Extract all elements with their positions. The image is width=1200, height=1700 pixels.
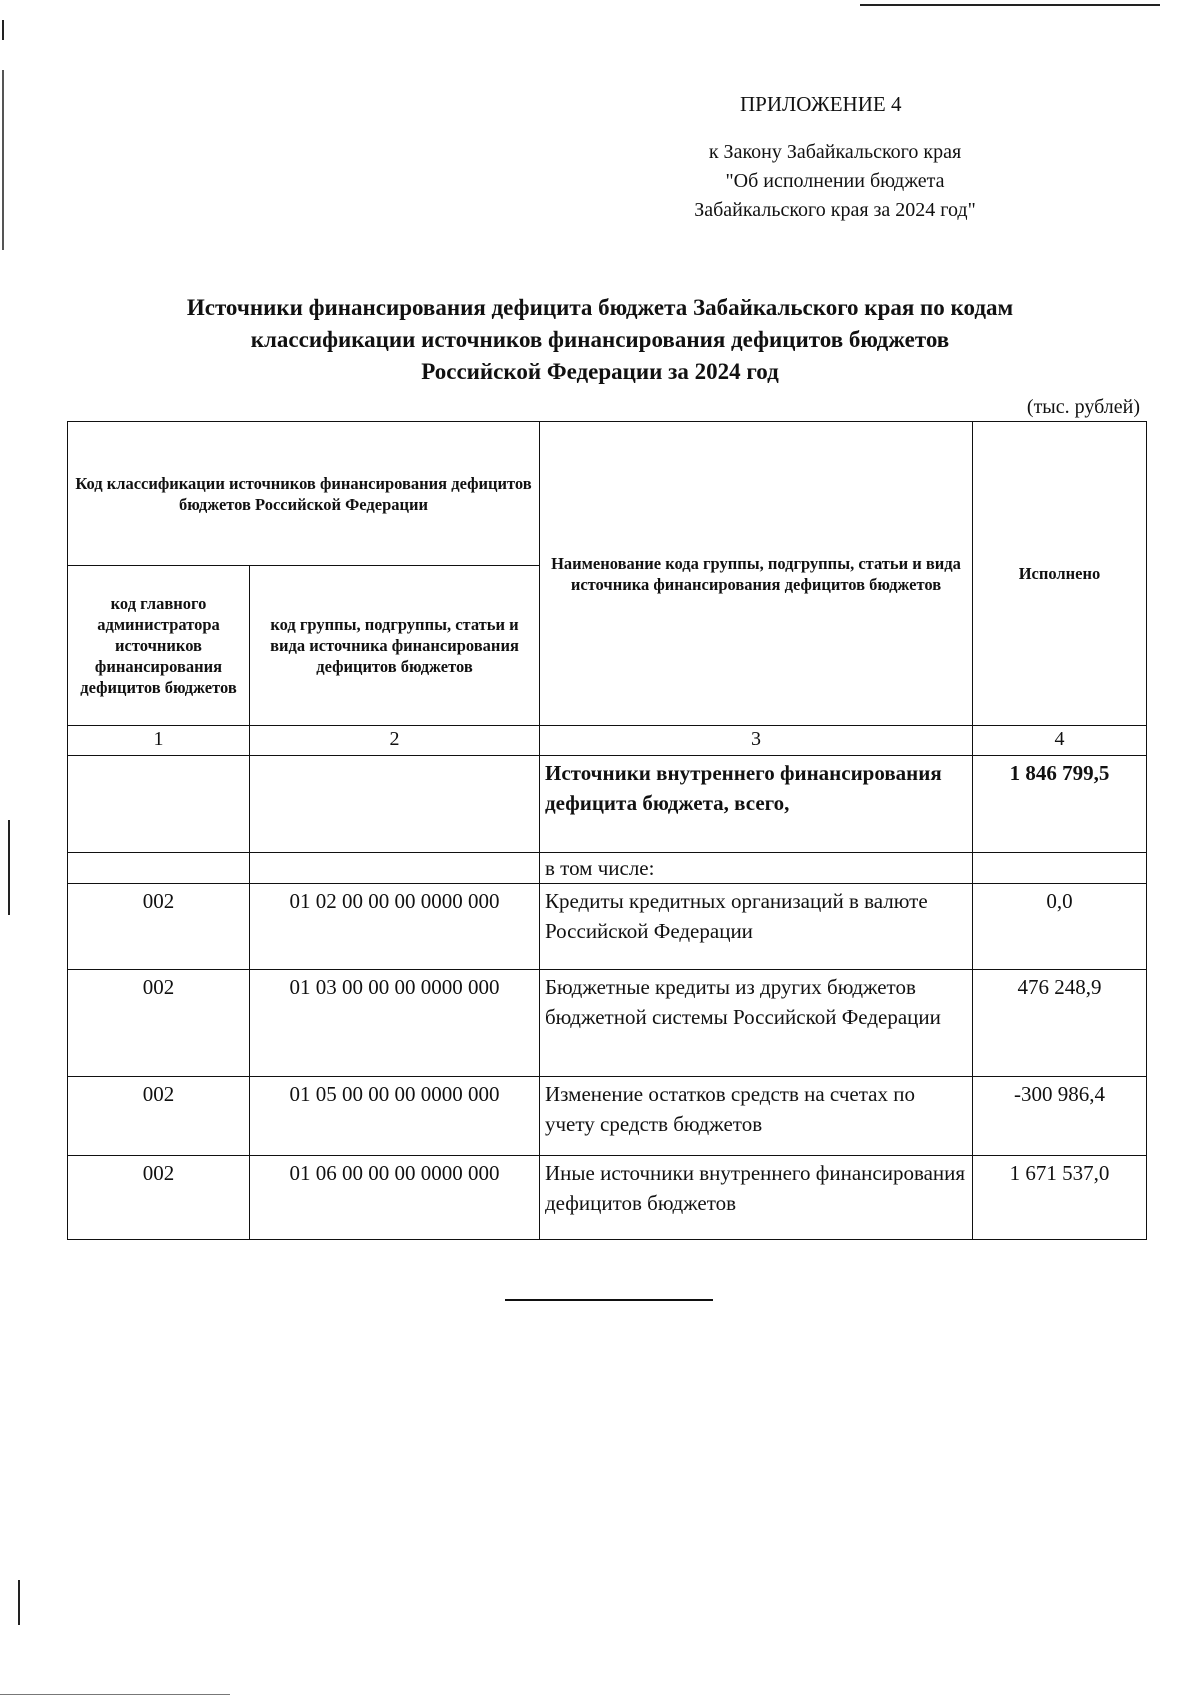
header-name: Наименование кода группы, подгруппы, статьи и вида источника финансирования дефицитов бюджетов xyxy=(540,422,973,726)
table-row-total xyxy=(68,756,1147,853)
group-code-cell: 01 06 00 00 00 0000 000 xyxy=(250,1156,540,1240)
scan-artifact-line xyxy=(860,4,1160,6)
name-cell: Изменение остатков средств на счетах по учету средств бюджетов xyxy=(540,1077,973,1156)
header-executed: Исполнено xyxy=(973,422,1147,726)
law-reference-line: "Об исполнении бюджета xyxy=(725,170,945,192)
value-cell: -300 986,4 xyxy=(973,1077,1147,1156)
admin-code-cell: 002 xyxy=(68,1077,250,1156)
admin-code-cell xyxy=(68,853,250,884)
name-cell: Иные источники внутреннего финансирования дефицитов бюджетов xyxy=(540,1156,973,1240)
law-reference-line: Забайкальского края за 2024 год" xyxy=(694,199,976,221)
admin-code-cell: 002 xyxy=(68,1156,250,1240)
header-group-code: код группы, подгруппы, статьи и вида источника финансирования дефицитов бюджетов xyxy=(250,566,540,726)
table-row xyxy=(68,1156,1147,1240)
value-cell: 476 248,9 xyxy=(973,970,1147,1077)
table-row xyxy=(68,884,1147,970)
document-title-line: Российской Федерации за 2024 год xyxy=(421,359,779,384)
scan-artifact-line xyxy=(18,1580,20,1625)
column-number: 2 xyxy=(250,726,540,756)
group-code-cell: 01 02 00 00 00 0000 000 xyxy=(250,884,540,970)
total-name-cell: Источники внутреннего финансирования дефицита бюджета, всего, xyxy=(540,756,973,853)
total-value-cell: 1 846 799,5 xyxy=(973,756,1147,853)
name-cell: Бюджетные кредиты из других бюджетов бюджетной системы Российской Федерации xyxy=(540,970,973,1077)
document-title-line: Источники финансирования дефицита бюджета Забайкальского края по кодам xyxy=(186,295,1014,320)
group-code-cell xyxy=(250,853,540,884)
column-number-row xyxy=(68,726,1147,756)
unit-label: (тыс. рублей) xyxy=(1026,396,1140,418)
scan-artifact-line xyxy=(0,1694,230,1695)
admin-code-cell xyxy=(68,756,250,853)
table-row-including xyxy=(68,853,1147,884)
scan-artifact-line xyxy=(8,820,10,915)
sources-table xyxy=(67,421,1147,1240)
header-admin-code: код главного администратора источников финансирования дефицитов бюджетов xyxy=(68,566,250,726)
law-reference xyxy=(660,138,1010,225)
column-number: 4 xyxy=(973,726,1147,756)
scan-artifact-line xyxy=(2,20,4,40)
group-code-cell: 01 05 00 00 00 0000 000 xyxy=(250,1077,540,1156)
end-rule xyxy=(505,1299,713,1301)
law-reference-line: к Закону Забайкальского края xyxy=(708,141,962,163)
appendix-label: ПРИЛОЖЕНИЕ 4 xyxy=(740,92,902,116)
table-row xyxy=(68,970,1147,1077)
group-code-cell xyxy=(250,756,540,853)
value-cell xyxy=(973,853,1147,884)
document-title-line: классификации источников финансирования дефицитов бюджетов xyxy=(250,327,950,352)
admin-code-cell: 002 xyxy=(68,970,250,1077)
scan-artifact-line xyxy=(2,70,4,250)
table-header-row xyxy=(68,422,1147,566)
group-code-cell: 01 03 00 00 00 0000 000 xyxy=(250,970,540,1077)
admin-code-cell: 002 xyxy=(68,884,250,970)
name-cell: Кредиты кредитных организаций в валюте Российской Федерации xyxy=(540,884,973,970)
document-title xyxy=(100,292,1100,388)
column-number: 1 xyxy=(68,726,250,756)
value-cell: 1 671 537,0 xyxy=(973,1156,1147,1240)
including-label: в том числе: xyxy=(540,853,973,884)
table-row xyxy=(68,1077,1147,1156)
header-code-group: Код классификации источников финансирования дефицитов бюджетов Российской Федерации xyxy=(68,422,540,566)
column-number: 3 xyxy=(540,726,973,756)
value-cell: 0,0 xyxy=(973,884,1147,970)
